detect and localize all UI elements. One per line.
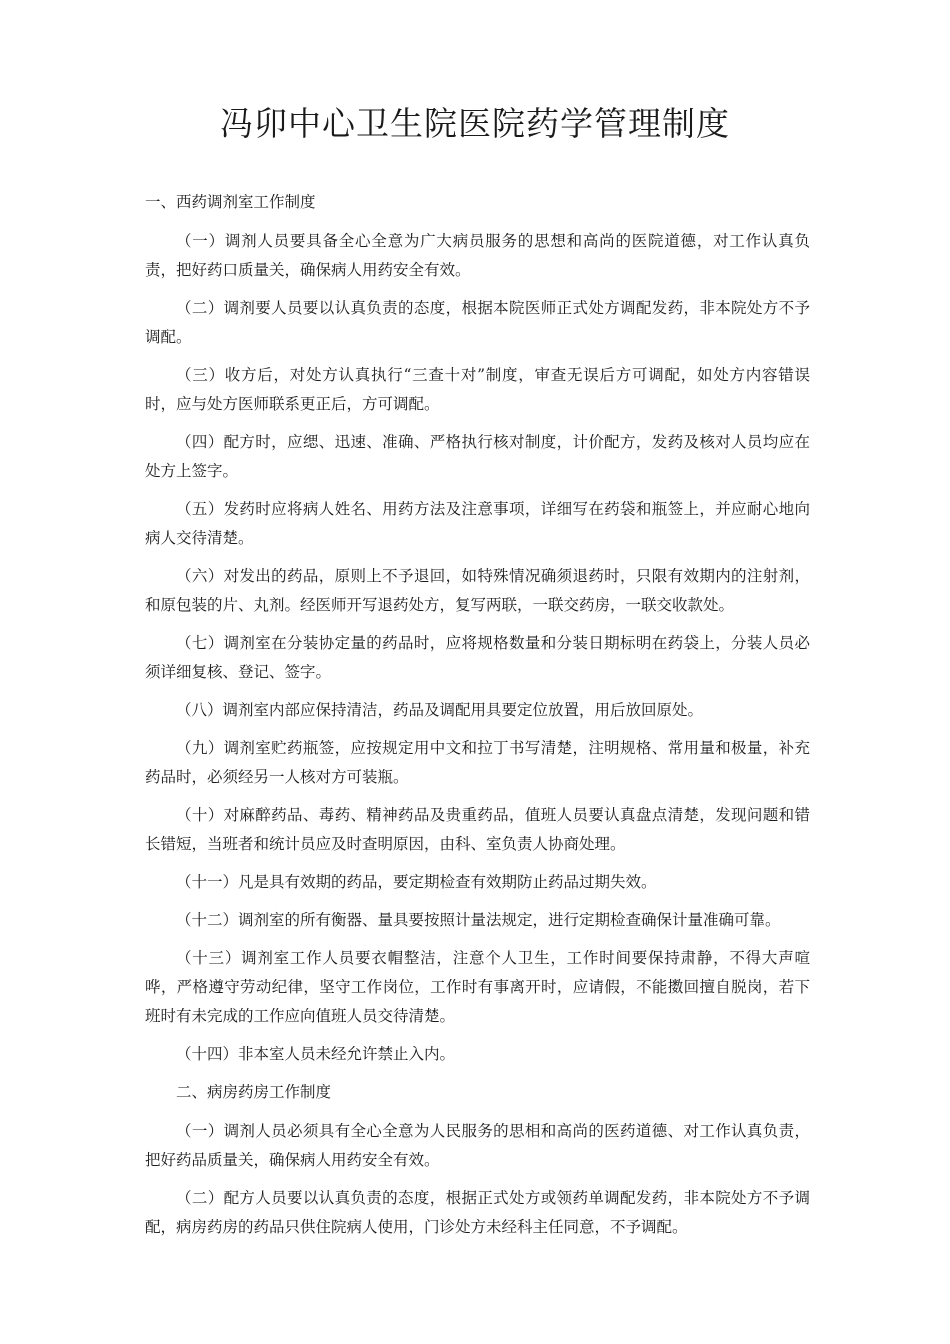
paragraph-1-11: （十一）凡是具有效期的药品，要定期检查有效期防止药品过期失效。 (176, 873, 657, 891)
paragraph-1-14: （十四）非本室人员未经允许禁止入内。 (176, 1045, 456, 1063)
paragraph-1-13: （十三）调剂室工作人员要衣帽整洁，注意个人卫生，工作时间要保持肃静，不得大声喧哗，严格遵守劳动纪律，坚守工作岗位，工作时有事离开时，应请假，不能擞回擅自脱岗，若下班时有未完成的工作应向值班人员交待清楚。 (145, 949, 810, 1025)
paragraph-1-8: （八）调剂室内部应保持清洁，药品及调配用具要定位放置，用后放回原处。 (176, 701, 704, 719)
section-heading-western-dispensary: 一、西药调剂室工作制度 (145, 193, 316, 211)
document-title: 冯卯中心卫生院医院药学管理制度 (220, 104, 730, 143)
section-heading-ward-pharmacy: 二、病房药房工作制度 (176, 1083, 332, 1101)
paragraph-1-3: （三）收方后，对处方认真执行“三查十对”制度，审查无误后方可调配，如处方内容错误时，应与处方医师联系更正后，方可调配。 (145, 366, 810, 413)
paragraph-1-1: （一）调剂人员要具备全心全意为广大病员服务的思想和高尚的医院道德，对工作认真负责，把好药口质量关，确保病人用药安全有效。 (145, 232, 810, 279)
paragraph-1-7: （七）调剂室在分装协定量的药品时，应将规格数量和分装日期标明在药袋上，分装人员必须详细复核、登记、签字。 (145, 634, 810, 681)
document-body (145, 188, 810, 1251)
paragraph-1-2: （二）调剂要人员要以认真负责的态度，根据本院医师正式处方调配发药，非本院处方不予调配。 (145, 299, 810, 346)
paragraph-1-4: （四）配方时，应缌、迅速、准确、严格执行核对制度，计价配方，发药及核对人员均应在处方上签字。 (145, 433, 810, 480)
paragraph-1-5: （五）发药时应将病人姓名、用药方法及注意事项，详细写在药袋和瓶签上，并应耐心地向病人交待清楚。 (145, 500, 810, 547)
paragraph-1-12: （十二）调剂室的所有衡器、量具要按照计量法规定，进行定期检查确保计量准确可靠。 (176, 911, 781, 929)
paragraph-1-9: （九）调剂室贮药瓶签，应按规定用中文和拉丁书写清楚，注明规格、常用量和极量，补充药品时，必须经另一人核对方可装瓶。 (145, 739, 810, 786)
paragraph-1-6: （六）对发出的药品，原则上不予退回，如特殊情况确须退药时，只限有效期内的注射剂，和原包装的片、丸剂。经医师开写退药处方，复写两联，一联交药房，一联交收款处。 (145, 567, 810, 614)
paragraph-2-2: （二）配方人员要以认真负责的态度，根据正式处方或领药单调配发药，非本院处方不予调配，病房药房的药品只供住院病人使用，门诊处方未经科主任同意，不予调配。 (145, 1189, 810, 1236)
paragraph-2-1: （一）调剂人员必须具有全心全意为人民服务的思相和高尚的医药道德、对工作认真负责，把好药品质量关，确保病人用药安全有效。 (145, 1122, 810, 1169)
paragraph-1-10: （十）对麻醉药品、毒药、精神药品及贵重药品，值班人员要认真盘点清楚，发现问题和错长错短，当班者和统计员应及时查明原因，由科、室负责人协商处理。 (145, 806, 810, 853)
